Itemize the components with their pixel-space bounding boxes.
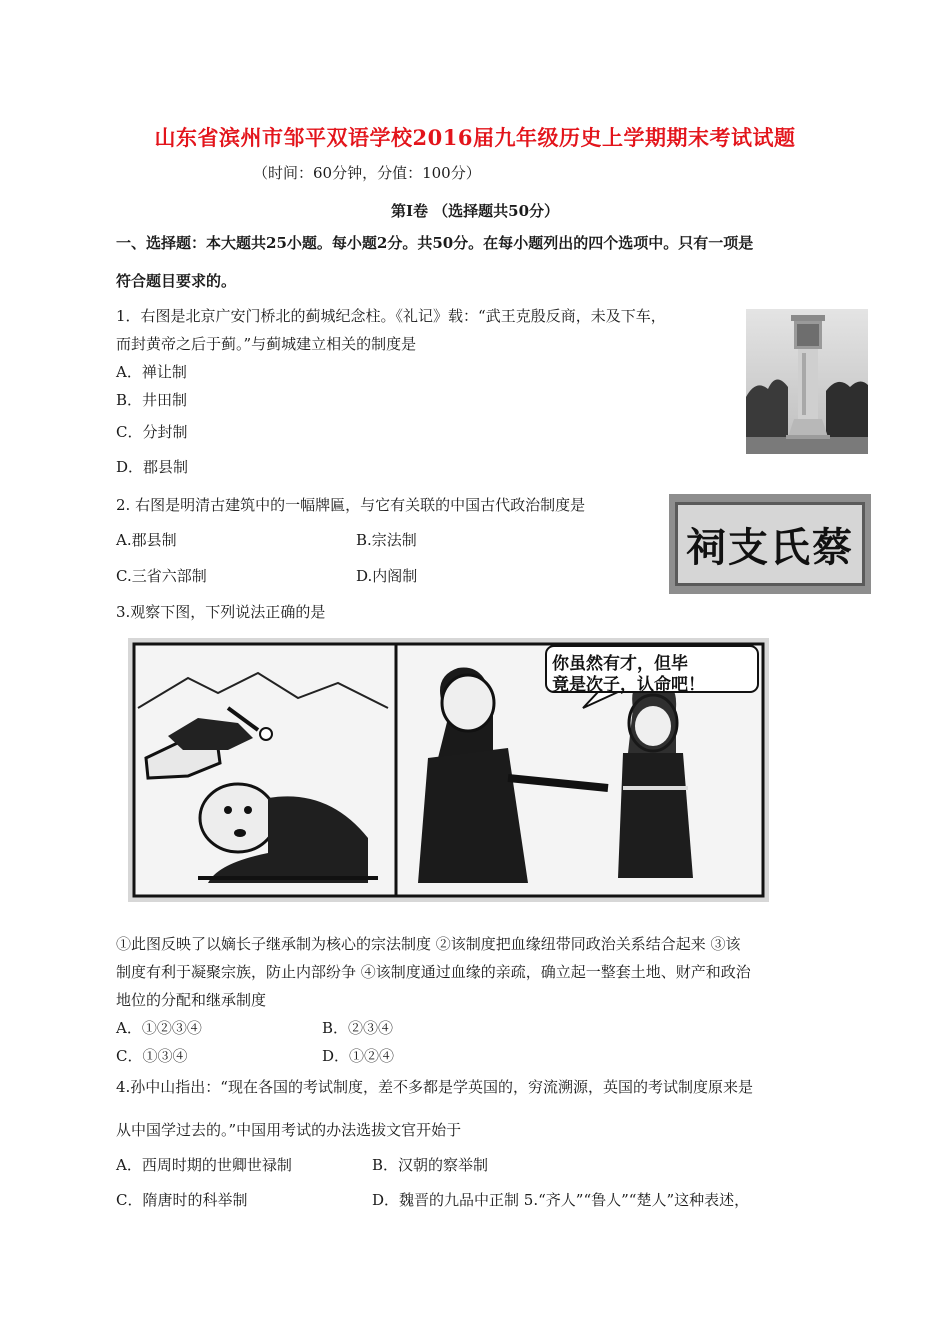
q3-statements-line-2: 制度有利于凝聚宗族，防止内部纷争 ④该制度通过血缘的亲疏，确立起一整套土地、财产和政治 <box>116 963 751 981</box>
q4-stem-line-2: 从中国学过去的。”中国用考试的办法选拔文官开始于 <box>116 1121 462 1139</box>
q1-option-b: B．井田制 <box>116 391 188 409</box>
q4-option-c: C．隋唐时的科举制 <box>116 1191 248 1209</box>
memorial-pillar-photo <box>746 309 868 454</box>
q1-stem-line-1: 1．右图是北京广安门桥北的蓟城纪念柱。《礼记》载：“武王克殷反商，未及下车， <box>116 307 666 325</box>
instructions-line-1: 一、选择题：本大题共25小题。每小题2分。共50分。在每小题列出的四个选项中。只有一项是 <box>116 234 754 252</box>
plaque-text: 祠支氏蔡 <box>686 525 854 571</box>
cartoon-speech-line-2: 竟是次子，认命吧！ <box>552 675 705 695</box>
q4-stem-line-1: 4.孙中山指出：“现在各国的考试制度，差不多都是学英国的，穷流溯源，英国的考试制度原来是 <box>116 1078 753 1096</box>
primogeniture-cartoon <box>128 638 769 902</box>
q2-option-d: D.内阁制 <box>356 567 418 585</box>
cartoon-speech-line-1: 你虽然有才，但毕 <box>552 654 688 674</box>
q3-option-b: B．②③④ <box>322 1019 394 1037</box>
section-title: 第Ⅰ卷 （选择题共50分） <box>390 202 560 220</box>
q1-option-d: D．郡县制 <box>116 458 189 476</box>
exam-time-score: （时间：60分钟，分值：100分） <box>253 164 481 182</box>
q3-statements-line-1: ①此图反映了以嫡长子继承制为核心的宗法制度 ②该制度把血缘纽带同政治关系结合起来 ③该 <box>116 935 741 953</box>
q4-option-b: B．汉朝的察举制 <box>372 1156 489 1174</box>
q1-option-c: C．分封制 <box>116 423 188 441</box>
ancestral-hall-plaque <box>669 494 871 594</box>
q2-option-a: A.郡县制 <box>116 531 177 549</box>
q2-stem: 2. 右图是明清古建筑中的一幅牌匾，与它有关联的中国古代政治制度是 <box>116 496 586 514</box>
q1-stem-line-2: 而封黄帝之后于蓟。”与蓟城建立相关的制度是 <box>116 335 417 353</box>
q3-statements-line-3: 地位的分配和继承制度 <box>116 991 267 1009</box>
q4-option-a: A．西周时期的世卿世禄制 <box>116 1156 292 1174</box>
q2-option-b: B.宗法制 <box>356 531 417 549</box>
page-title: 山东省滨州市邹平双语学校2016届九年级历史上学期期末考试试题 <box>154 125 796 150</box>
q3-option-d: D．①②④ <box>322 1047 395 1065</box>
instructions-line-2: 符合题目要求的。 <box>116 272 237 290</box>
q1-option-a: A．禅让制 <box>116 363 187 381</box>
q3-stem: 3.观察下图，下列说法正确的是 <box>116 603 326 621</box>
q2-option-c: C.三省六部制 <box>116 567 207 585</box>
q4-option-d: D．魏晋的九品中正制 5.“齐人”“鲁人”“楚人”这种表述， <box>372 1191 750 1209</box>
q3-option-a: A．①②③④ <box>116 1019 202 1037</box>
q3-option-c: C．①③④ <box>116 1047 188 1065</box>
